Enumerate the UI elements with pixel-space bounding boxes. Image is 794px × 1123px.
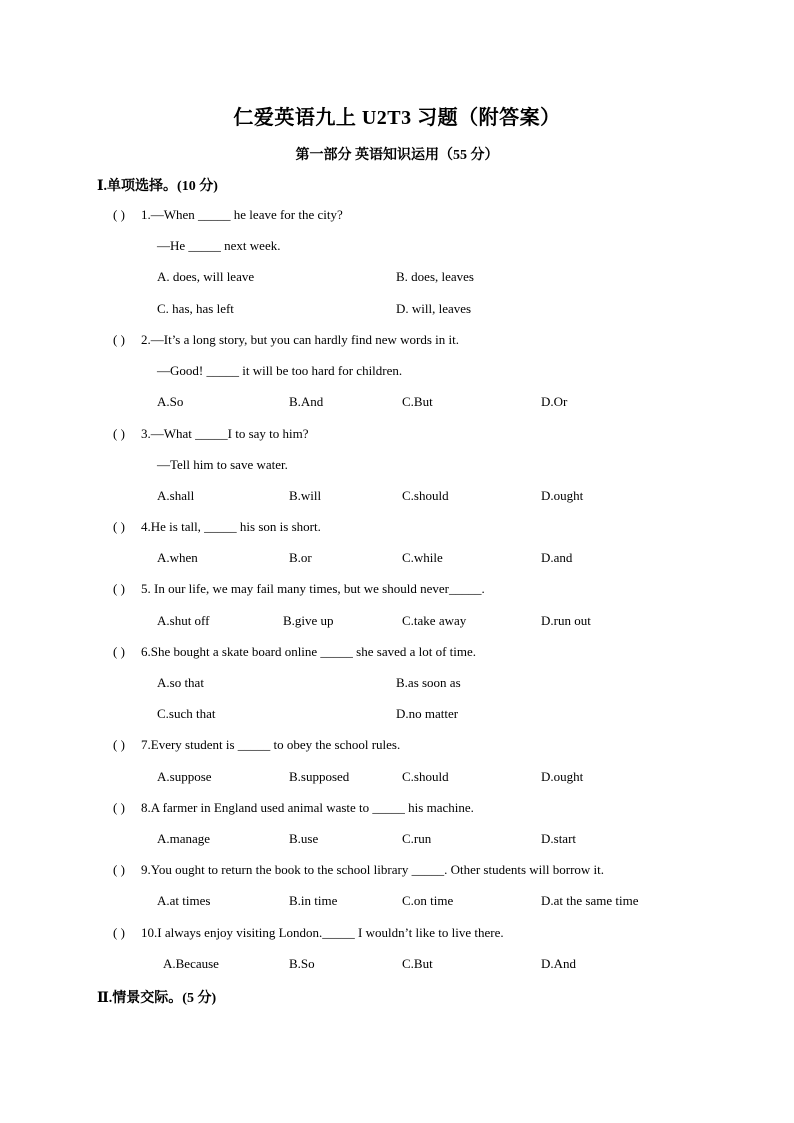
option-c: C.But (402, 394, 433, 409)
option-b: B.So (289, 956, 315, 971)
answer-bracket[interactable]: ( ) (113, 426, 125, 441)
option-b: B.supposed (289, 769, 350, 784)
question-8 (113, 800, 474, 816)
option-d: D.Or (541, 394, 568, 409)
question-stem: 1.—When _____ he leave for the city? (141, 207, 343, 222)
option-b: B. does, leaves (396, 269, 474, 284)
option-b: B.use (289, 831, 319, 846)
option-b: B.in time (289, 893, 338, 908)
question-stem: 2.—It’s a long story, but you can hardly find new words in it. (141, 332, 459, 347)
question-6 (113, 644, 476, 660)
option-a: A.Because (163, 956, 219, 971)
section-heading-2: Ⅱ.情景交际。(5 分) (97, 991, 217, 1006)
option-c: C.should (402, 488, 449, 503)
option-b: B.And (289, 394, 324, 409)
question-5 (113, 581, 485, 597)
question-stem: 4.He is tall, _____ his son is short. (141, 519, 321, 534)
question-1 (113, 207, 343, 223)
option-b: B.give up (283, 613, 334, 628)
question-4 (113, 519, 321, 535)
option-d: D.no matter (396, 706, 459, 721)
option-d: D.And (541, 956, 577, 971)
answer-bracket[interactable]: ( ) (113, 737, 125, 752)
option-a: A.shall (157, 488, 195, 503)
question-stem: 7.Every student is _____ to obey the school rules. (141, 737, 401, 752)
answer-bracket[interactable]: ( ) (113, 581, 125, 596)
question-stem: 10.I always enjoy visiting London._____ I wouldn’t like to live there. (141, 925, 504, 940)
question-10 (113, 925, 504, 941)
question-2 (113, 332, 459, 348)
question-3 (113, 426, 309, 442)
option-d: D.ought (541, 488, 584, 503)
question-stem: 6.She bought a skate board online _____ she saved a lot of time. (141, 644, 477, 659)
option-b: B.or (289, 550, 312, 565)
answer-bracket[interactable]: ( ) (113, 519, 125, 534)
question-1-reply: —He _____ next week. (157, 238, 281, 253)
option-a: A.so that (157, 675, 204, 690)
option-a: A.when (157, 550, 198, 565)
option-a: A.at times (157, 893, 211, 908)
question-stem: 8.A farmer in England used animal waste to _____ his machine. (141, 800, 474, 815)
answer-bracket[interactable]: ( ) (113, 644, 125, 659)
question-7 (113, 737, 400, 753)
answer-bracket[interactable]: ( ) (113, 862, 125, 877)
option-b: B.as soon as (396, 675, 461, 690)
option-d: D.at the same time (541, 893, 639, 908)
option-c: C.should (402, 769, 449, 784)
option-a: A.suppose (157, 769, 212, 784)
question-stem: 5. In our life, we may fail many times, but we should never_____. (141, 581, 485, 596)
document-title: 仁爱英语九上 U2T3 习题（附答案） (233, 107, 561, 129)
option-a: A. does, will leave (157, 269, 255, 284)
answer-bracket[interactable]: ( ) (113, 925, 125, 940)
question-stem: 9.You ought to return the book to the school library _____. Other students will borrow it. (141, 862, 605, 877)
question-2-reply: —Good! _____ it will be too hard for children. (157, 363, 403, 378)
answer-bracket[interactable]: ( ) (113, 332, 125, 347)
question-stem: 3.—What _____I to say to him? (141, 426, 309, 441)
option-c: C.on time (402, 893, 454, 908)
question-3-reply: —Tell him to save water. (157, 457, 288, 472)
option-c: C.while (402, 550, 443, 565)
option-a: A.manage (157, 831, 211, 846)
option-a: A.shut off (157, 613, 210, 628)
option-c: C.run (402, 831, 432, 846)
option-a: A.So (157, 394, 184, 409)
option-d: D.run out (541, 613, 591, 628)
answer-bracket[interactable]: ( ) (113, 207, 125, 222)
option-d: D.ought (541, 769, 584, 784)
question-9 (113, 862, 604, 878)
option-c: C.take away (402, 613, 467, 628)
option-c: C.But (402, 956, 433, 971)
option-d: D.start (541, 831, 577, 846)
option-c: C. has, has left (157, 301, 234, 316)
option-d: D. will, leaves (396, 301, 472, 316)
answer-bracket[interactable]: ( ) (113, 800, 125, 815)
option-c: C.such that (157, 706, 216, 721)
part-title: 第一部分 英语知识运用（55 分） (295, 148, 499, 163)
option-b: B.will (289, 488, 322, 503)
section-heading-1: Ⅰ.单项选择。(10 分) (97, 179, 218, 194)
option-d: D.and (541, 550, 573, 565)
